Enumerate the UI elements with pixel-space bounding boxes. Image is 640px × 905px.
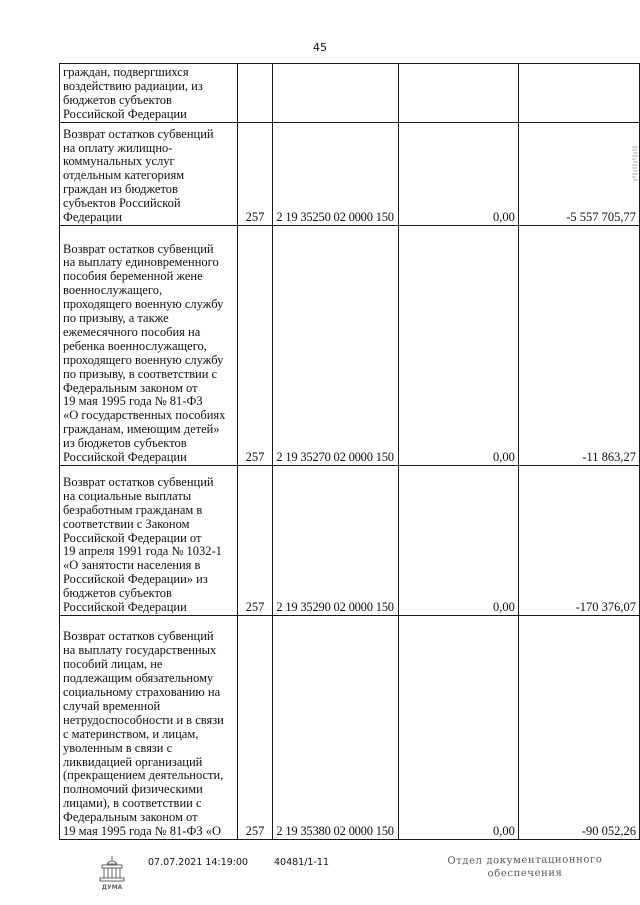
row-budget-code xyxy=(272,64,398,123)
footer-doc-number: 40481/1-11 xyxy=(274,857,329,868)
row-admin-code: 257 xyxy=(238,123,272,226)
footer-datetime: 07.07.2021 14:19:00 xyxy=(148,857,249,868)
row-name: Возврат остатков субвенций на оплату жилищно- коммунальных услуг отдельным категориям граждан из бюджетов субъектов Российской Федерации xyxy=(60,123,238,226)
row-plan-value: 0,00 xyxy=(398,616,518,840)
row-plan-value: 0,00 xyxy=(398,123,518,226)
row-admin-code: 257 xyxy=(238,466,272,616)
row-name: Возврат остатков субвенций на социальные выплаты безработным гражданам в соответствии с Законом Российской Федерации от 19 апреля 1991 года № 1032-1 «О занятости населения в Российской Федерации» из бюджетов субъектов Российской Федерации xyxy=(60,466,238,616)
row-plan-value: 0,00 xyxy=(398,466,518,616)
table-row xyxy=(60,466,640,616)
row-name: Возврат остатков субвенций на выплату единовременного пособия беременной жене военнослужащего, проходящего военную службу по призыву, а также ежемесячного пособия на ребенка военнослужащего, проходящего военную службу по призыву, в соответствии с Федеральным законом от 19 мая 1995 года № 81-ФЗ «О государственных пособиях гражданам, имеющим детей» из бюджетов субъектов Российской Федерации xyxy=(60,226,238,466)
row-plan-value xyxy=(398,64,518,123)
document-footer xyxy=(0,852,640,902)
row-admin-code: 257 xyxy=(238,616,272,840)
duma-emblem-icon xyxy=(92,852,132,892)
table-row xyxy=(60,616,640,840)
svg-text:ДУМА: ДУМА xyxy=(101,884,123,891)
row-name: Возврат остатков субвенций на выплату государственных пособий лицам, не подлежащим обязательному социальному страхованию на случай временной нетрудоспособности и в связи с материнством, и лицам, уволенным в связи с ликвидацией организаций (прекращением деятельности, полномочий физическими лицами), в соответствии с Федеральным законом от 19 мая 1995 года № 81-ФЗ «О xyxy=(60,616,238,840)
row-name: граждан, подвергшихся воздействию радиации, из бюджетов субъектов Российской Федерации xyxy=(60,64,238,123)
budget-table xyxy=(59,63,640,840)
scan-edge-mark xyxy=(631,145,639,185)
row-admin-code xyxy=(238,64,272,123)
table-row xyxy=(60,123,640,226)
row-plan-value: 0,00 xyxy=(398,226,518,466)
row-admin-code: 257 xyxy=(238,226,272,466)
row-budget-code: 2 19 35380 02 0000 150 xyxy=(272,616,398,840)
row-budget-code: 2 19 35250 02 0000 150 xyxy=(272,123,398,226)
row-exec-value: -11 863,27 xyxy=(518,226,639,466)
row-exec-value: -90 052,26 xyxy=(518,616,639,840)
row-exec-value: -5 557 705,77 xyxy=(518,123,639,226)
table-row xyxy=(60,64,640,123)
row-budget-code: 2 19 35290 02 0000 150 xyxy=(272,466,398,616)
page-number: 45 xyxy=(313,41,327,54)
row-exec-value xyxy=(518,64,639,123)
table-row xyxy=(60,226,640,466)
row-exec-value: -170 376,07 xyxy=(518,466,639,616)
row-budget-code: 2 19 35270 02 0000 150 xyxy=(272,226,398,466)
department-stamp: Отдел документационного обеспечения xyxy=(447,854,603,880)
